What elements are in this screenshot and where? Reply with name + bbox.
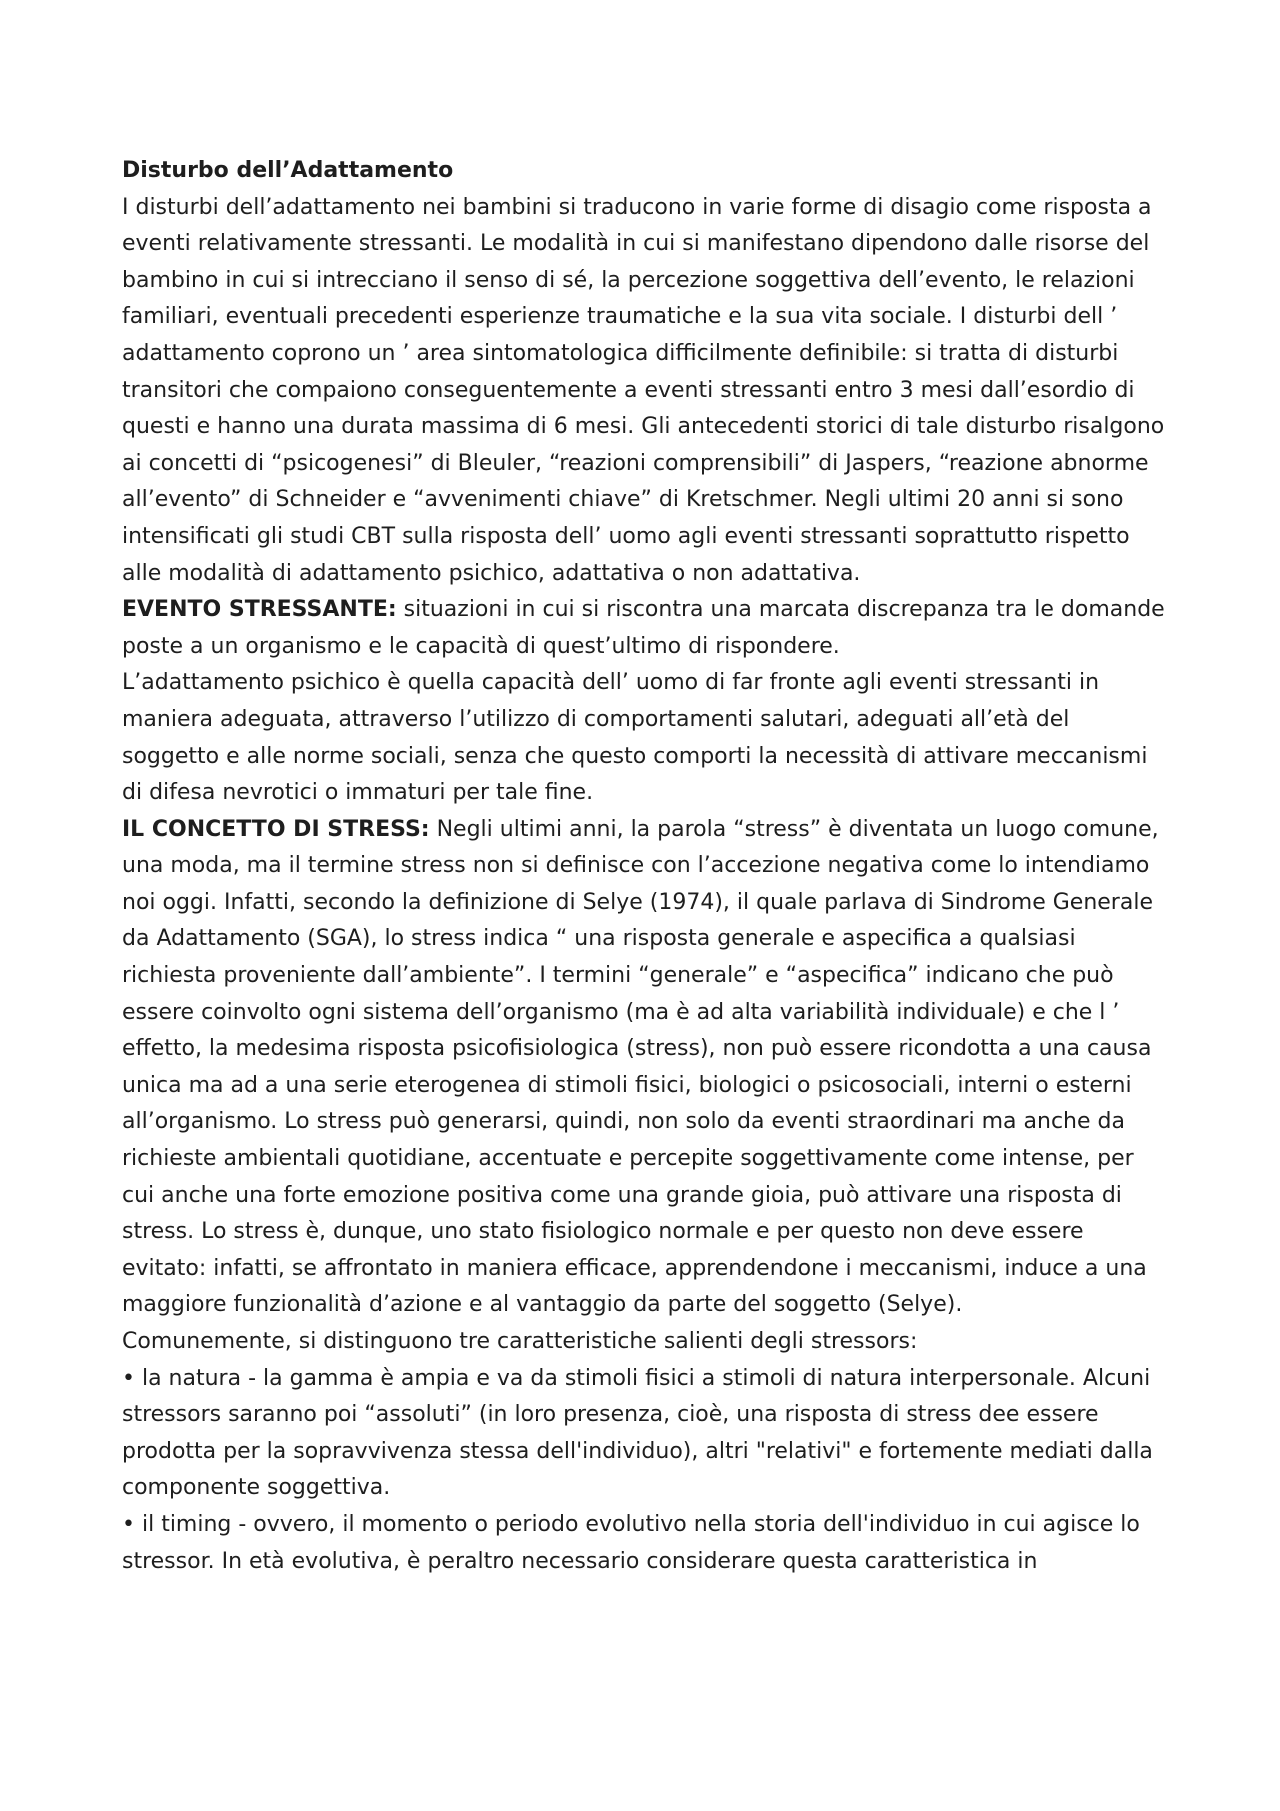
evento-stressante-text: situazioni in cui si riscontra una marcata discrepanza tra le domande poste a un organismo e le capacità di quest’ultimo di rispondere. [122, 597, 1165, 659]
concetto-stress-text: Negli ultimi anni, la parola “stress” è diventata un luogo comune, una moda, ma il termine stress non si definisce con l’accezione negativa come lo intendiamo noi oggi. Infatti, secondo la definizione di Selye (1974), il quale parlava di Sindrome Generale da Adattamento (SGA), lo stress indica “ una risposta generale e aspecifica a qualsiasi richiesta proveniente dall’ambiente”. I termini “generale” e “aspecifica” indicano che può essere coinvolto ogni sistema dell’organismo (ma è ad alta variabilità individuale) e che l ’ effetto, la medesima risposta psicofisiologica (stress), non può essere ricondotta a una causa unica ma ad a una serie eterogenea di stimoli fisici, biologici o psicosociali, interni o esterni all’organismo. Lo stress può generarsi, quindi, non solo da eventi straordinari ma anche da richieste ambientali quotidiane, accentuate e percepite soggettivamente come intense, per cui anche una forte emozione positiva come una grande gioia, può attivare una risposta di stress. Lo stress è, dunque, uno stato fisiologico normale e per questo non deve essere evitato: infatti, se affrontato in maniera efficace, apprendendone i meccanismi, induce a una maggiore funzionalità d’azione e al vantaggio da parte del soggetto (Selye). [122, 816, 1159, 1318]
concetto-stress-label: IL CONCETTO DI STRESS: [122, 816, 430, 842]
bullet-natura: • la natura - la gamma è ampia e va da stimoli fisici a stimoli di natura interpersonale. Alcuni stressors saranno poi “assoluti” (in loro presenza, cioè, una risposta di stress dee essere prodotta per la sopravvivenza stessa dell'individuo), altri "relativi" e fortemente mediati dalla componente soggettiva. [122, 1365, 1153, 1501]
evento-stressante-label: EVENTO STRESSANTE: [122, 597, 397, 623]
caratteristiche-intro: Comunemente, si distinguono tre caratteristiche salienti degli stressors: [122, 1329, 918, 1354]
bullet-timing: • il timing - ovvero, il momento o periodo evolutivo nella storia dell'individuo in cui agisce lo stressor. In età evolutiva, è peraltro necessario considerare questa caratteristica in [122, 1511, 1140, 1574]
document-body [122, 153, 1168, 1580]
document-title: Disturbo dell’Adattamento [122, 158, 454, 183]
evento-stressante-paragraph [122, 592, 1168, 665]
adattamento-paragraph: L’adattamento psichico è quella capacità dell’ uomo di far fronte agli eventi stressanti in maniera adeguata, attraverso l’utilizzo di comportamenti salutari, adeguati all’età del soggetto e alle norme sociali, senza che questo comporti la necessità di attivare meccanismi di difesa nevrotici o immaturi per tale fine. [122, 670, 1148, 806]
concetto-stress-paragraph [122, 812, 1168, 1324]
intro-paragraph: I disturbi dell’adattamento nei bambini si traducono in varie forme di disagio come risposta a eventi relativamente stressanti. Le modalità in cui si manifestano dipendono dalle risorse del bambino in cui si intrecciano il senso di sé, la percezione soggettiva dell’evento, le relazioni familiari, eventuali precedenti esperienze traumatiche e la sua vita sociale. I disturbi dell ’ adattamento coprono un ’ area sintomatologica difficilmente definibile: si tratta di disturbi transitori che compaiono conseguentemente a eventi stressanti entro 3 mesi dall’esordio di questi e hanno una durata massima di 6 mesi. Gli antecedenti storici di tale disturbo risalgono ai concetti di “psicogenesi” di Bleuler, “reazioni comprensibili” di Jaspers, “reazione abnorme all’evento” di Schneider e “avvenimenti chiave” di Kretschmer. Negli ultimi 20 anni si sono intensificati gli studi CBT sulla risposta dell’ uomo agli eventi stressanti soprattutto rispetto alle modalità di adattamento psichico, adattativa o non adattativa. [122, 194, 1165, 586]
